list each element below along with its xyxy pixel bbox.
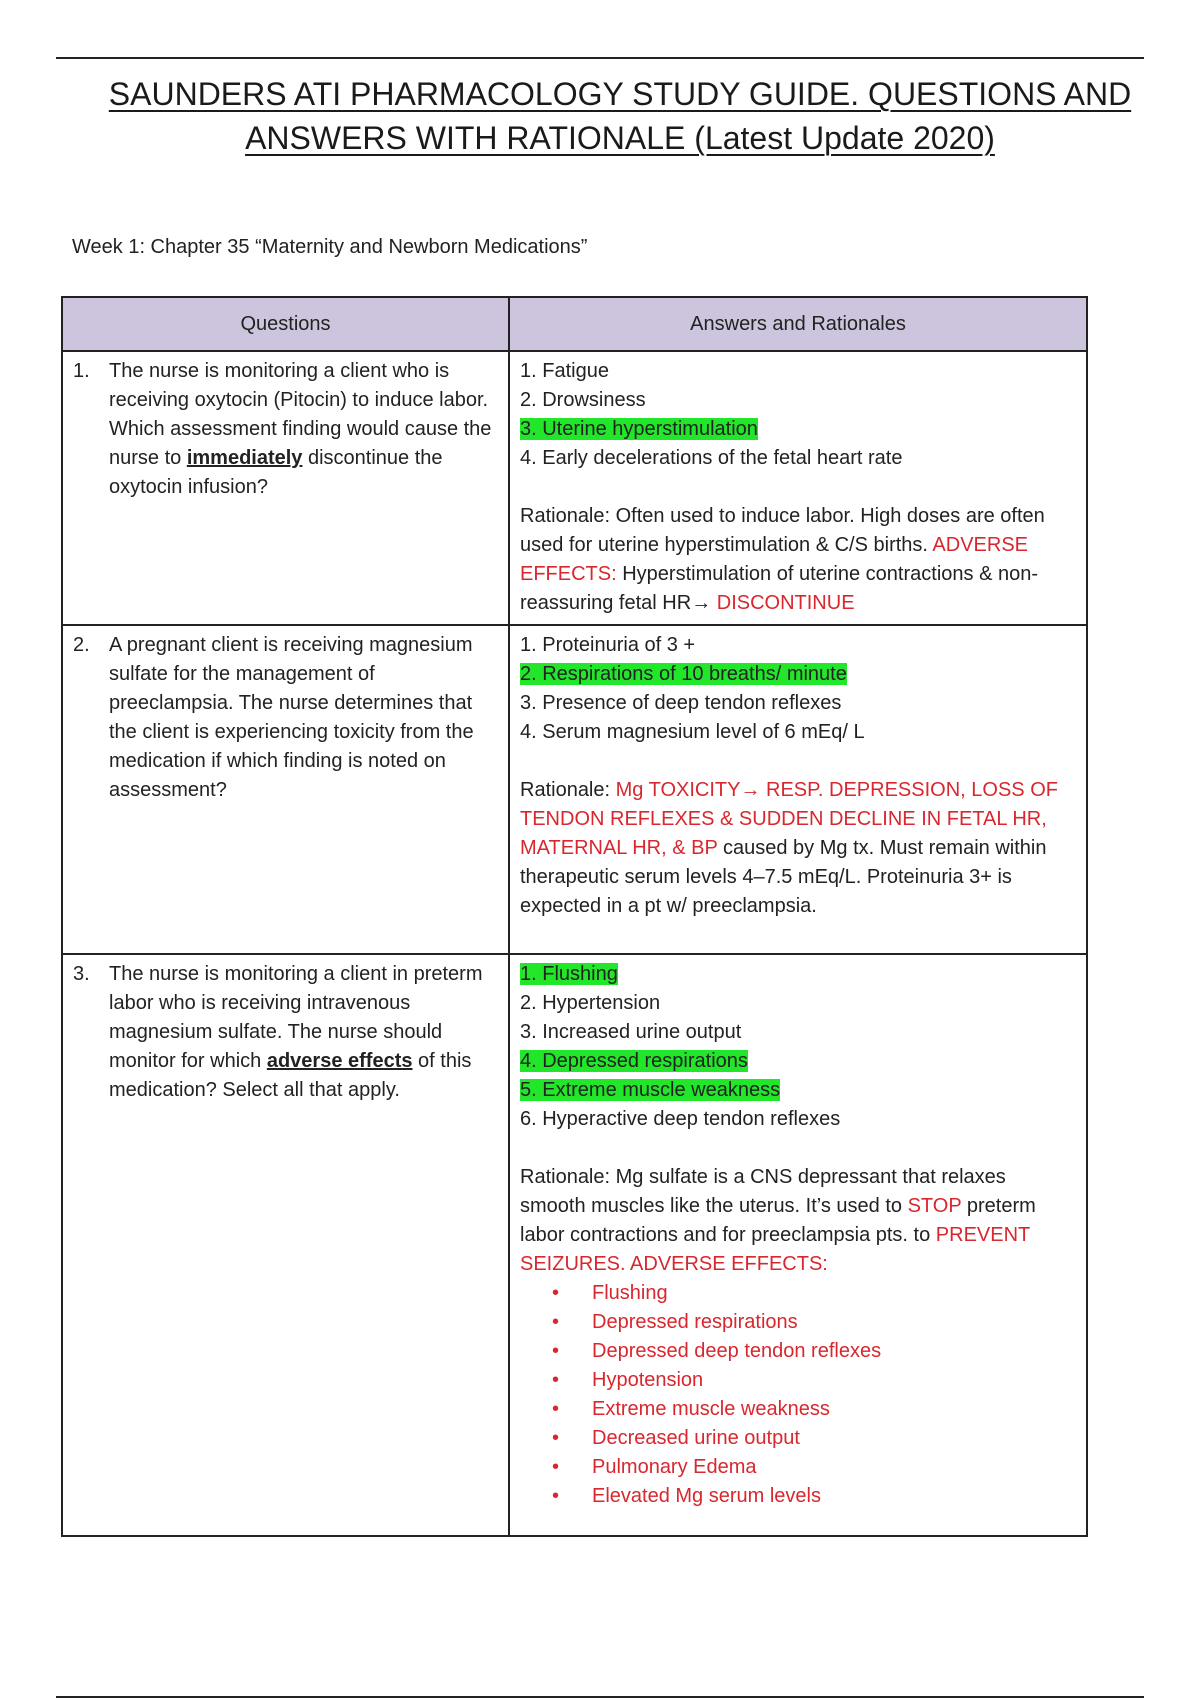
rationale-text: Rationale: Often used to induce labor. High doses are often used for uterine hyperstimulation & C/S births. ADVERSE EFFECTS: Hyperstimulation of uterine contractions & non-reassuring fetal HR→ DISCONTINUE	[520, 505, 1045, 614]
adverse-effects-list	[520, 1279, 1076, 1511]
bullet-icon: •	[552, 1369, 560, 1391]
list-item: • Flushing	[552, 1279, 1076, 1308]
list-item: • Hypotension	[552, 1366, 1076, 1395]
emphasis-word: immediately	[186, 447, 303, 469]
answer-option-correct: 1. Flushing	[520, 963, 618, 985]
document-title	[100, 72, 1140, 160]
answer-option-correct: 2. Respirations of 10 breaths/ minute	[520, 663, 847, 685]
answer-option: 2. Hypertension	[520, 992, 661, 1014]
answer-cell	[509, 351, 1087, 625]
list-item: • Extreme muscle weakness	[552, 1395, 1076, 1424]
question-text: The nurse is monitoring a client in preterm labor who is receiving intravenous magnesium sulfate. The nurse should monitor for which adverse effects of this medication? Select all that apply.	[109, 963, 483, 1101]
emphasis-word: adverse effects	[266, 1050, 413, 1072]
question-text: The nurse is monitoring a client who is receiving oxytocin (Pitocin) to induce labor. Which assessment finding would cause the nurse to immediately discontinue the oxytocin infusion?	[109, 360, 492, 498]
top-rule	[56, 57, 1144, 59]
answer-cell	[509, 625, 1087, 954]
answers-header: Answers and Rationales	[509, 297, 1087, 351]
list-item: • Elevated Mg serum levels	[552, 1482, 1076, 1511]
question-number: 2.	[73, 634, 90, 656]
week-heading: Week 1: Chapter 35 “Maternity and Newborn Medications”	[72, 236, 588, 258]
bullet-icon: •	[552, 1311, 560, 1333]
qa-table	[61, 296, 1088, 1537]
table-row	[62, 954, 1087, 1536]
table-row	[62, 625, 1087, 954]
answer-cell	[509, 954, 1087, 1536]
answer-option: 4. Serum magnesium level of 6 mEq/ L	[520, 721, 865, 743]
answer-option: 6. Hyperactive deep tendon reflexes	[520, 1108, 841, 1130]
question-cell	[62, 625, 509, 954]
list-item: • Decreased urine output	[552, 1424, 1076, 1453]
bullet-icon: •	[552, 1485, 560, 1507]
answer-option-correct: 3. Uterine hyperstimulation	[520, 418, 758, 440]
table-header-row	[62, 297, 1087, 351]
rationale-text: Rationale: Mg TOXICITY→ RESP. DEPRESSION, LOSS OF TENDON REFLEXES & SUDDEN DECLINE IN FETAL HR, MATERNAL HR, & BP caused by Mg tx. Must remain within therapeutic serum levels 4–7.5 mEq/L. Proteinuria 3+ is expected in a pt w/ preeclampsia.	[520, 779, 1058, 917]
bullet-icon: •	[552, 1398, 560, 1420]
bullet-icon: •	[552, 1282, 560, 1304]
bottom-rule	[56, 1696, 1144, 1698]
list-item: • Pulmonary Edema	[552, 1453, 1076, 1482]
question-number: 1.	[73, 360, 90, 382]
answer-option: 3. Presence of deep tendon reflexes	[520, 692, 842, 714]
question-cell	[62, 954, 509, 1536]
answer-option-correct: 5. Extreme muscle weakness	[520, 1079, 781, 1101]
answer-option: 3. Increased urine output	[520, 1021, 742, 1043]
arrow-icon: →	[691, 592, 717, 614]
bullet-icon: •	[552, 1427, 560, 1449]
bullet-icon: •	[552, 1456, 560, 1478]
list-item: • Depressed respirations	[552, 1308, 1076, 1337]
answer-option-correct: 4. Depressed respirations	[520, 1050, 748, 1072]
title-line-1: SAUNDERS ATI PHARMACOLOGY STUDY GUIDE. QUESTIONS AND	[108, 76, 1132, 112]
question-number: 3.	[73, 963, 90, 985]
answer-option: 2. Drowsiness	[520, 389, 646, 411]
answer-option: 4. Early decelerations of the fetal heart rate	[520, 447, 903, 469]
bullet-icon: •	[552, 1340, 560, 1362]
title-line-2: ANSWERS WITH RATIONALE (Latest Update 2020)	[245, 120, 995, 156]
list-item: • Depressed deep tendon reflexes	[552, 1337, 1076, 1366]
question-cell	[62, 351, 509, 625]
rationale-text: Rationale: Mg sulfate is a CNS depressant that relaxes smooth muscles like the uterus. It’s used to STOP preterm labor contractions and for preeclampsia pts. to PREVENT SEIZURES. ADVERSE EFFECTS:	[520, 1166, 1036, 1275]
question-text: A pregnant client is receiving magnesium sulfate for the management of preeclampsia. The nurse determines that the client is experiencing toxicity from the medication if which finding is noted on assessment?	[109, 634, 474, 801]
table-row	[62, 351, 1087, 625]
questions-header: Questions	[62, 297, 509, 351]
answer-option: 1. Proteinuria of 3 +	[520, 634, 696, 656]
answer-option: 1. Fatigue	[520, 360, 609, 382]
